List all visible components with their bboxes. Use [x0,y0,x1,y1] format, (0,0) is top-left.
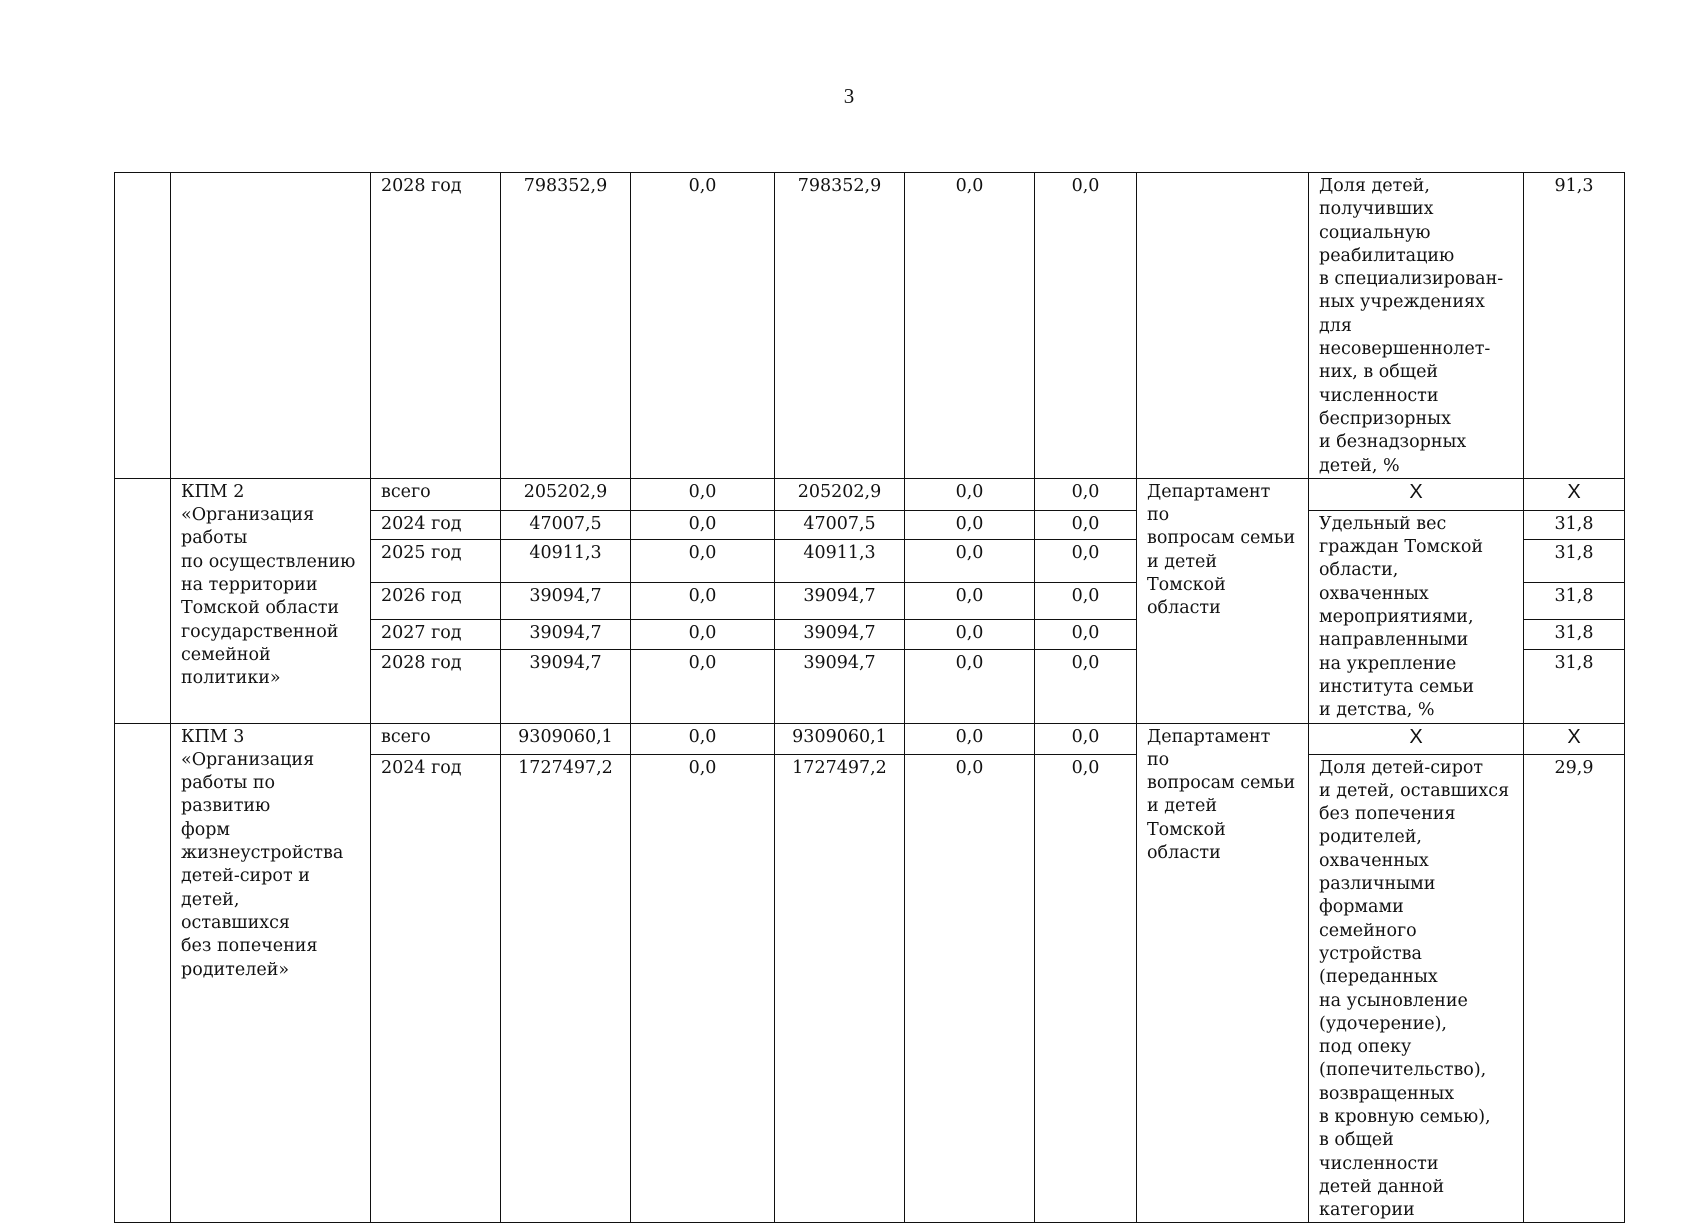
table-row [115,723,1625,754]
local-cell: 0,0 [905,619,1035,650]
period-cell: 2028 год [371,650,501,723]
indicator-value-cell: 29,9 [1524,754,1625,1223]
page-number: 3 [843,84,855,108]
local-cell: 0,0 [905,723,1035,754]
index-cell [115,478,171,723]
other-cell: 0,0 [1035,540,1137,583]
total-cell: 40911,3 [501,540,631,583]
index-cell [115,173,171,479]
total-cell: 39094,7 [501,650,631,723]
regional-cell: 39094,7 [775,582,905,619]
indicator-value-cell: 31,8 [1524,510,1625,539]
local-cell: 0,0 [905,650,1035,723]
other-cell: 0,0 [1035,582,1137,619]
period-cell: 2024 год [371,510,501,539]
period-cell: всего [371,723,501,754]
indicator-value-cell: 31,8 [1524,619,1625,650]
total-cell: 9309060,1 [501,723,631,754]
local-cell: 0,0 [905,540,1035,583]
federal-cell: 0,0 [631,478,775,510]
local-cell: 0,0 [905,478,1035,510]
indicator-value-cell: 31,8 [1524,540,1625,583]
executor-cell: Департамент по вопросам семьи и детей Томской области [1137,723,1309,1223]
indicator-cell: Доля детей-сирот и детей, оставшихся без попечения родителей, охваченных различными формами семейного устройства (переданных на усыновление (удочерение), под опеку (попечительство), возвращенных в кровную семью), в общей численности детей данной категории [1309,754,1524,1223]
federal-cell: 0,0 [631,754,775,1223]
federal-cell: 0,0 [631,619,775,650]
total-cell: 205202,9 [501,478,631,510]
period-cell: 2027 год [371,619,501,650]
period-cell: 2026 год [371,582,501,619]
federal-cell: 0,0 [631,540,775,583]
period-cell: 2028 год [371,173,501,479]
federal-cell: 0,0 [631,582,775,619]
other-cell: 0,0 [1035,754,1137,1223]
program-table [114,172,1625,1223]
other-cell: 0,0 [1035,478,1137,510]
regional-cell: 1727497,2 [775,754,905,1223]
total-cell: 798352,9 [501,173,631,479]
measure-name-cell [171,173,371,479]
regional-cell: 39094,7 [775,619,905,650]
indicator-header-cell: X [1309,723,1524,754]
other-cell: 0,0 [1035,510,1137,539]
measure-name-cell: КПМ 2 «Организация работы по осуществлению на территории Томской области государственной семейной политики» [171,478,371,723]
total-cell: 1727497,2 [501,754,631,1223]
period-cell: 2024 год [371,754,501,1223]
indicator-value-cell: 31,8 [1524,650,1625,723]
indicator-header-cell: X [1309,478,1524,510]
table-row [115,173,1625,479]
local-cell: 0,0 [905,754,1035,1223]
indicator-cell: Удельный вес граждан Томской области, охваченных мероприятиями, направленными на укрепление института семьи и детства, % [1309,510,1524,723]
federal-cell: 0,0 [631,650,775,723]
period-cell: всего [371,478,501,510]
total-cell: 47007,5 [501,510,631,539]
index-cell [115,723,171,1223]
indicator-value-cell: 31,8 [1524,582,1625,619]
other-cell: 0,0 [1035,650,1137,723]
federal-cell: 0,0 [631,173,775,479]
regional-cell: 798352,9 [775,173,905,479]
indicator-value-header-cell: X [1524,478,1625,510]
indicator-cell: Доля детей, получивших социальную реабилитацию в специализирован- ных учреждениях для несовершеннолет- них, в общей численности беспризорных и безнадзорных детей, % [1309,173,1524,479]
executor-cell [1137,173,1309,479]
indicator-value-cell: 91,3 [1524,173,1625,479]
regional-cell: 39094,7 [775,650,905,723]
executor-cell: Департамент по вопросам семьи и детей Томской области [1137,478,1309,723]
table-row [115,478,1625,510]
other-cell: 0,0 [1035,619,1137,650]
regional-cell: 205202,9 [775,478,905,510]
local-cell: 0,0 [905,582,1035,619]
regional-cell: 47007,5 [775,510,905,539]
period-cell: 2025 год [371,540,501,583]
federal-cell: 0,0 [631,723,775,754]
other-cell: 0,0 [1035,723,1137,754]
total-cell: 39094,7 [501,582,631,619]
federal-cell: 0,0 [631,510,775,539]
measure-name-cell: КПМ 3 «Организация работы по развитию форм жизнеустройства детей-сирот и детей, оставшихся без попечения родителей» [171,723,371,1223]
indicator-value-header-cell: X [1524,723,1625,754]
other-cell: 0,0 [1035,173,1137,479]
local-cell: 0,0 [905,510,1035,539]
regional-cell: 40911,3 [775,540,905,583]
local-cell: 0,0 [905,173,1035,479]
total-cell: 39094,7 [501,619,631,650]
regional-cell: 9309060,1 [775,723,905,754]
